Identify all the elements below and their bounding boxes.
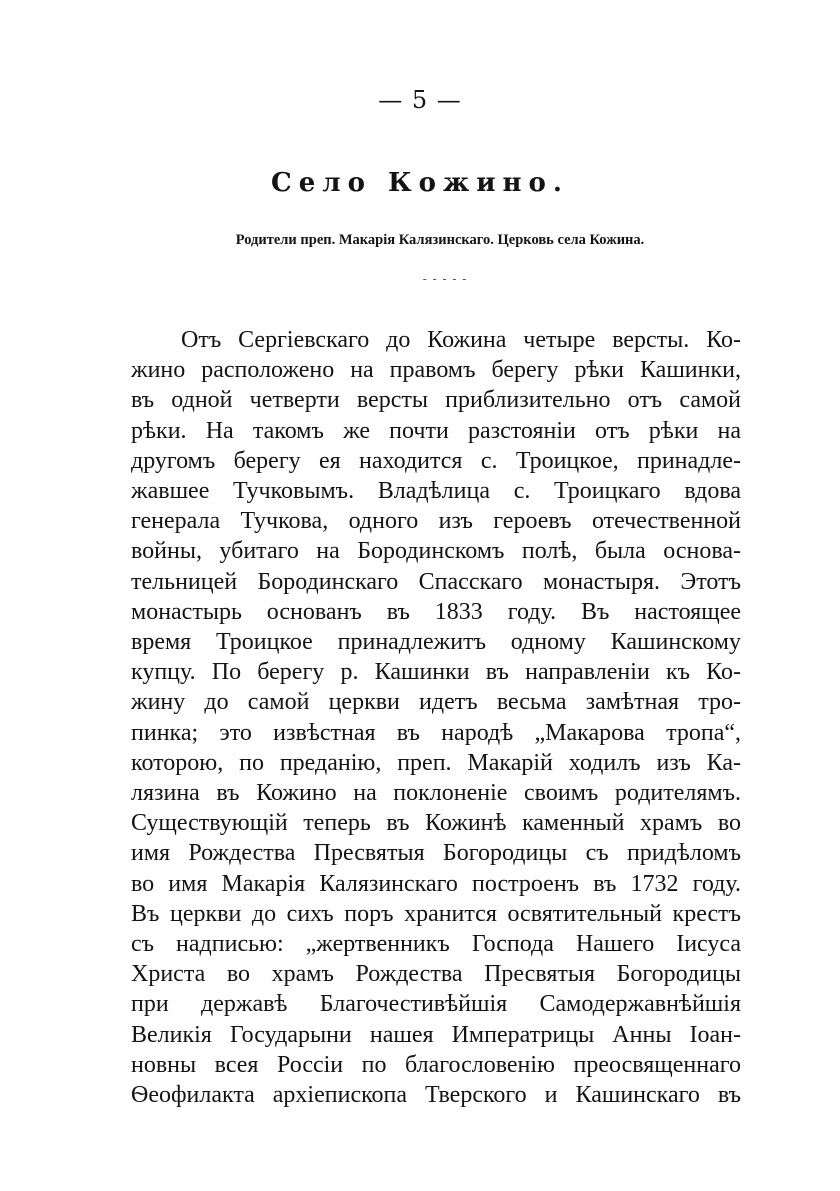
text-line: войны, убитаго на Бородинскомъ полѣ, была основа- — [131, 538, 741, 565]
text-line: тельницей Бородинскаго Спасскаго монастыря. Этотъ — [131, 568, 741, 595]
text-line: жавшее Тучковымъ. Владѣлица с. Троицкаго вдова — [131, 478, 741, 505]
text-line: генерала Тучкова, одного изъ героевъ отечественной — [131, 508, 741, 535]
chapter-title: Село Кожино. — [271, 168, 569, 198]
text-line: жино расположено на правомъ берегу рѣки Кашинки, — [131, 357, 741, 384]
text-line: купцу. По берегу р. Кашинки въ направленіи къ Ко- — [131, 659, 741, 686]
text-line: лязина въ Кожино на поклоненіе своимъ родителямъ. — [131, 780, 741, 807]
chapter-subtitle: Родители преп. Макарія Калязинскаго. Церковь села Кожина. — [235, 232, 645, 248]
text-line: пинка; это извѣстная въ народѣ „Макарова тропа“, — [131, 719, 741, 746]
text-line: при державѣ Благочестивѣйшія Самодержавнѣйшія — [131, 991, 741, 1018]
text-line: Существующій теперь въ Кожинѣ каменный храмъ во — [131, 810, 741, 837]
page-number: — 5 — — [378, 86, 462, 114]
text-line: Ѳеофилакта архіепископа Тверского и Кашинскаго въ — [131, 1082, 741, 1109]
text-line: Въ церкви до сихъ поръ хранится освятительный крестъ — [131, 900, 741, 927]
text-line: во имя Макарія Калязинскаго построенъ въ 1732 году. — [131, 870, 741, 897]
text-line: новны всея Россіи по благословенію преосвященнаго — [131, 1051, 741, 1078]
text-line: время Троицкое принадлежитъ одному Кашинскому — [131, 629, 741, 656]
text-line: монастырь основанъ въ 1833 году. Въ настоящее — [131, 598, 741, 625]
title-ornament: - - - - - — [422, 272, 468, 286]
text-line: въ одной четверти версты приблизительно отъ самой — [131, 387, 741, 414]
text-line: рѣки. На такомъ же почти разстояніи отъ рѣки на — [131, 417, 741, 444]
text-line: имя Рождества Пресвятыя Богородицы съ придѣломъ — [131, 840, 741, 867]
text-line: Отъ Сергіевскаго до Кожина четыре версты. Ко- — [181, 327, 741, 353]
text-line: жину до самой церкви идетъ весьма замѣтная тро- — [131, 689, 741, 716]
text-line: Христа во храмъ Рождества Пресвятыя Богородицы — [131, 961, 741, 988]
body-text — [131, 325, 741, 1110]
text-line: съ надписью: „жертвенникъ Господа Нашего Іисуса — [131, 931, 741, 958]
text-line: Великія Государыни нашея Императрицы Анны Іоан- — [131, 1021, 741, 1048]
text-line: которою, по преданію, преп. Макарій ходилъ изъ Ка- — [131, 749, 741, 776]
text-line: другомъ берегу ея находится с. Троицкое, принадле- — [131, 447, 741, 474]
